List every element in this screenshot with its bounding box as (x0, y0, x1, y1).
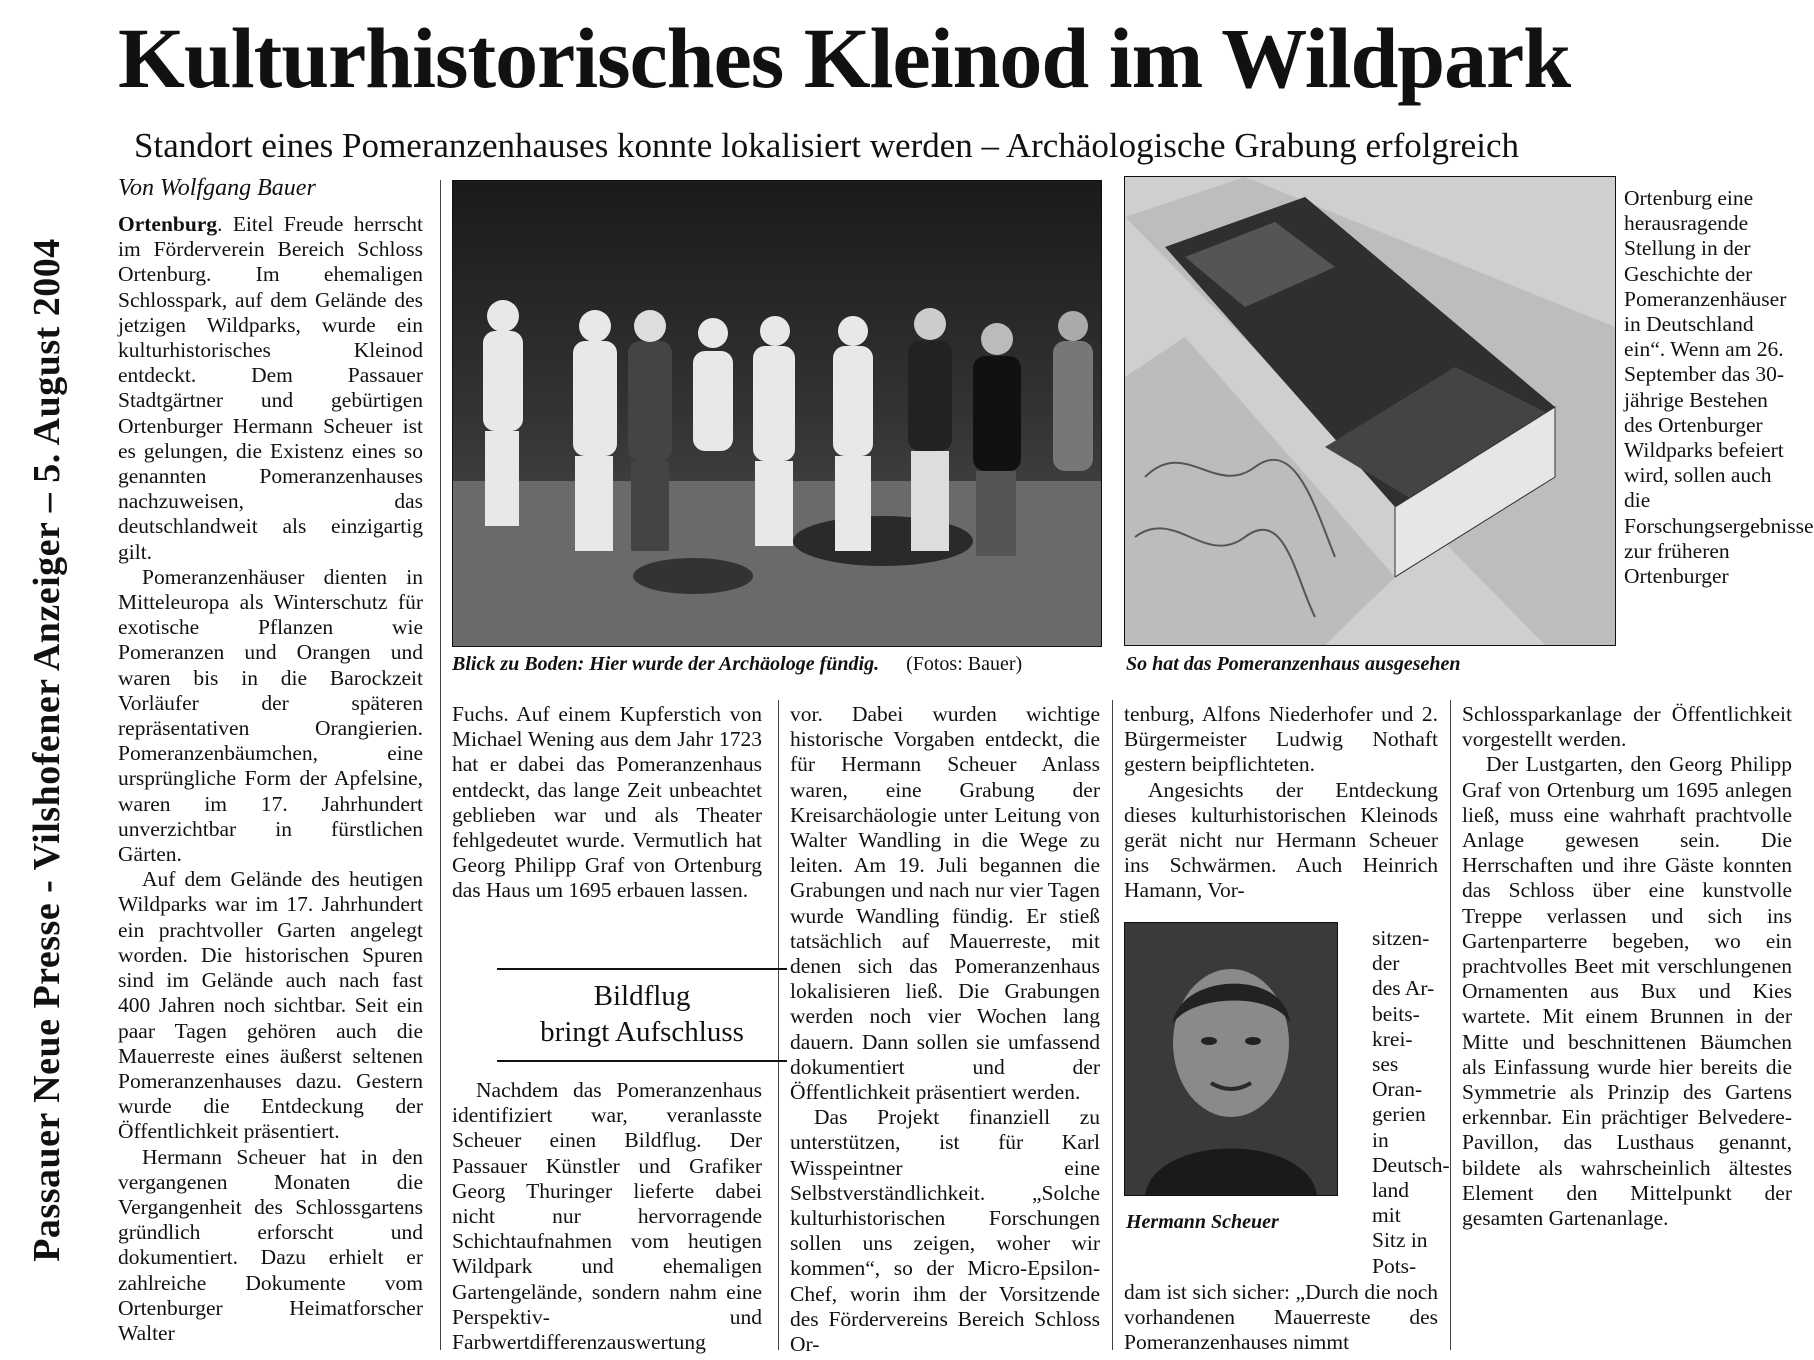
subheading-box (497, 968, 787, 1062)
paragraph: Das Projekt finanziell zu unterstützen, ist für Karl Wisspeintner eine Selbstverständlichkeit. „Solche kulturhistorischen Forschungen sollen uns zeigen, woher wir kommen“, so der Micro-Epsilon-Chef, worin ihm der Vorsitzende des Fördervereins Bereich Schloss Or- (790, 1105, 1100, 1357)
column-rule (1450, 700, 1451, 1350)
article-column-4-top (1124, 702, 1438, 922)
article-column-5 (1462, 702, 1792, 1352)
text-line: gerien (1372, 1102, 1426, 1127)
article-column-2-bottom (452, 1078, 762, 1355)
engraving-photo (1124, 176, 1616, 646)
article-column-5-top (1624, 186, 1814, 696)
paragraph: vor. Dabei wurden wichtige historische Vorgaben entdeckt, die für Hermann Scheuer Anlass waren, eine Grabung der Kreisarchäologie unter Leitung von Walter Wandling in die Wege zu leiten. Am 19. Juli begannen die Grabungen und nach nur vier Tagen wurde Wandling fündig. Er stieß tatsächlich auf Mauerreste, mit denen sich das Pomeranzenhaus lokalisieren ließ. Die Grabungen werden noch vier Wochen lang dauern. Dann sollen sie umfassend dokumentiert und der Öffentlichkeit präsentiert werden. (790, 702, 1100, 1105)
subheading-line-1: Bildflug (593, 980, 691, 1012)
paragraph: dam ist sich sicher: „Durch die noch vorhandenen Mauerreste des Pomeranzenhauses nimmt (1124, 1280, 1438, 1355)
text-line: in (1372, 1127, 1389, 1152)
paragraph: Auf dem Gelände des heutigen Wildparks war im 17. Jahrhundert ein prachtvoller Garten angelegt worden. Die historischen Spuren sind im Gelände auch nach fast 400 Jahren noch sichtbar. Seit ein paar Tagen gehören auch die Mauerreste eines äußerst seltenen Pomeranzenhauses dazu. Gestern wurde die Entdeckung der Öffentlichkeit präsentiert. (118, 867, 423, 1144)
source-line-text: Passauer Neue Presse - Vilshofener Anzeiger – 5. August 2004 (26, 238, 68, 1262)
article-column-3 (790, 702, 1100, 1357)
text-line: land (1372, 1178, 1410, 1203)
paragraph: Hermann Scheuer hat in den vergangenen Monaten die Vergangenheit des Schlossgartens gründlich erforscht und dokumentiert. Dazu erhielt er zahlreiche Dokumente vom Ortenburger Heimatforscher Walter (118, 1144, 423, 1345)
portrait-photo (1124, 922, 1338, 1196)
article-column-4-bottom (1124, 1280, 1438, 1355)
article-column-4-narrow (1372, 926, 1450, 1286)
byline: Von Wolfgang Bauer (118, 175, 316, 201)
text-line: Deutsch- (1372, 1152, 1450, 1177)
excavation-photo-image (453, 181, 1101, 646)
text-line: ses (1372, 1052, 1399, 1077)
text-line: Sitz in (1372, 1228, 1428, 1253)
paragraph: tenburg, Alfons Niederhofer und 2. Bürgermeister Ludwig Nothaft gestern beipflichteten. (1124, 702, 1438, 777)
engraving-caption: So hat das Pomeranzenhaus ausgesehen (1126, 653, 1461, 675)
article-column-1 (118, 212, 423, 1352)
dateline: Ortenburg (118, 212, 218, 236)
column-rule (1112, 700, 1113, 1350)
subheading-line-2: bringt Aufschluss (540, 1016, 744, 1048)
article-column-2-top (452, 702, 762, 952)
portrait-caption: Hermann Scheuer (1126, 1211, 1279, 1233)
paragraph: Schlossparkanlage der Öffentlichkeit vorgestellt werden. (1462, 702, 1792, 752)
excavation-photo-caption (452, 652, 1022, 676)
paragraph: Der Lustgarten, den Georg Philipp Graf von Ortenburg um 1695 anlegen ließ, muss eine wahrhaft prachtvolle Anlage gewesen sein. Die Herrschaften und ihre Gäste konnten das Schloss über eine kunstvolle Treppe verlassen und sich ins Gartenparterre begeben, wo ein prachtvolles Beet mit verschlungenen Ornamenten aus Bux und Kies wartete. Mit einem Brunnen in der Mitte und beschnittenen Bäumchen als Einfassung wurde hier bereits die Symmetrie als Prinzip des Gartens erkennbar. Ein prächtiger Belvedere-Pavillon, das Lusthaus genannt, bildete als wahrscheinlich ältestes Element den Mittelpunkt der gesamten Gartenanlage. (1462, 752, 1792, 1231)
column-rule (440, 180, 441, 1350)
portrait-image (1125, 923, 1337, 1195)
paragraph: Pomeranzenhäuser dienten in Mitteleuropa als Winterschutz für exotische Pflanzen wie Pomeranzen und Orangen und waren bis in die Barockzeit Vorläufer der späteren repräsentativen Orangierien. Pomeranzenbäumchen, eine ursprüngliche Form der Apfelsine, waren im 17. Jahrhundert unverzichtbar in fürstlichen Gärten. (118, 564, 423, 867)
text-line: der (1372, 951, 1400, 976)
text-line: krei- (1372, 1026, 1413, 1051)
paragraph (118, 212, 423, 565)
source-line (6, 140, 88, 1360)
text-line: des Ar- (1372, 976, 1435, 1001)
caption-text: Blick zu Boden: Hier wurde der Archäologe fündig. (452, 653, 880, 675)
excavation-photo (452, 180, 1102, 647)
text-line: sitzen- (1372, 926, 1430, 950)
text-line: mit (1372, 1203, 1401, 1228)
paragraph: Fuchs. Auf einem Kupferstich von Michael Wening aus dem Jahr 1723 hat er dabei das Pomeranzenhaus entdeckt, das lange Zeit unbeachtet geblieben war und als Theater fehlgedeutet wurde. Vermutlich hat Georg Philipp Graf von Ortenburg das Haus um 1695 erbauen lassen. (452, 702, 762, 903)
engraving-image (1125, 177, 1615, 645)
text-line: beits- (1372, 1001, 1420, 1026)
subheadline: Standort eines Pomeranzenhauses konnte lokalisiert werden – Archäologische Grabung erfolgreich (134, 126, 1519, 165)
paragraph: Angesichts der Entdeckung dieses kulturhistorischen Kleinods gerät nicht nur Hermann Scheuer ins Schwärmen. Auch Heinrich Hamann, Vor- (1124, 777, 1438, 903)
paragraph: Ortenburg eine herausragende Stellung in der Geschichte der Pomeranzenhäuser in Deutschland ein“. Wenn am 26. September das 30-jährige Bestehen des Ortenburger Wildparks befeiert wird, sollen auch die Forschungsergebnisse zur früheren Ortenburger (1624, 186, 1814, 589)
paragraph-text: . Eitel Freude herrscht im Förderverein Bereich Schloss Ortenburg. Im ehemaligen Schlosspark, auf dem Gelände des jetzigen Wildparks, wurde ein kulturhistorisches Kleinod entdeckt. Dem Passauer Stadtgärtner und gebürtigen Ortenburger Hermann Scheuer ist es gelungen, die Existenz eines so genannten Pomeranzenhauses nachzuweisen, das deutschlandweit als einzigartig gilt. (118, 212, 423, 564)
text-line: Oran- (1372, 1077, 1423, 1102)
photo-credit: (Fotos: Bauer) (906, 653, 1023, 675)
paragraph: Nachdem das Pomeranzenhaus identifiziert war, veranlasste Scheuer einen Bildflug. Der Passauer Künstler und Grafiker Georg Thuringer lieferte dabei nicht nur hervorragende Schichtaufnahmen vom heutigen Wildpark und ehemaligen Gartengelände, sondern nahm eine Perspektiv- und Farbwertdifferenzauswertung (452, 1078, 762, 1355)
headline: Kulturhistorisches Kleinod im Wildpark (118, 10, 1571, 106)
text-line: Pots- (1372, 1253, 1417, 1278)
